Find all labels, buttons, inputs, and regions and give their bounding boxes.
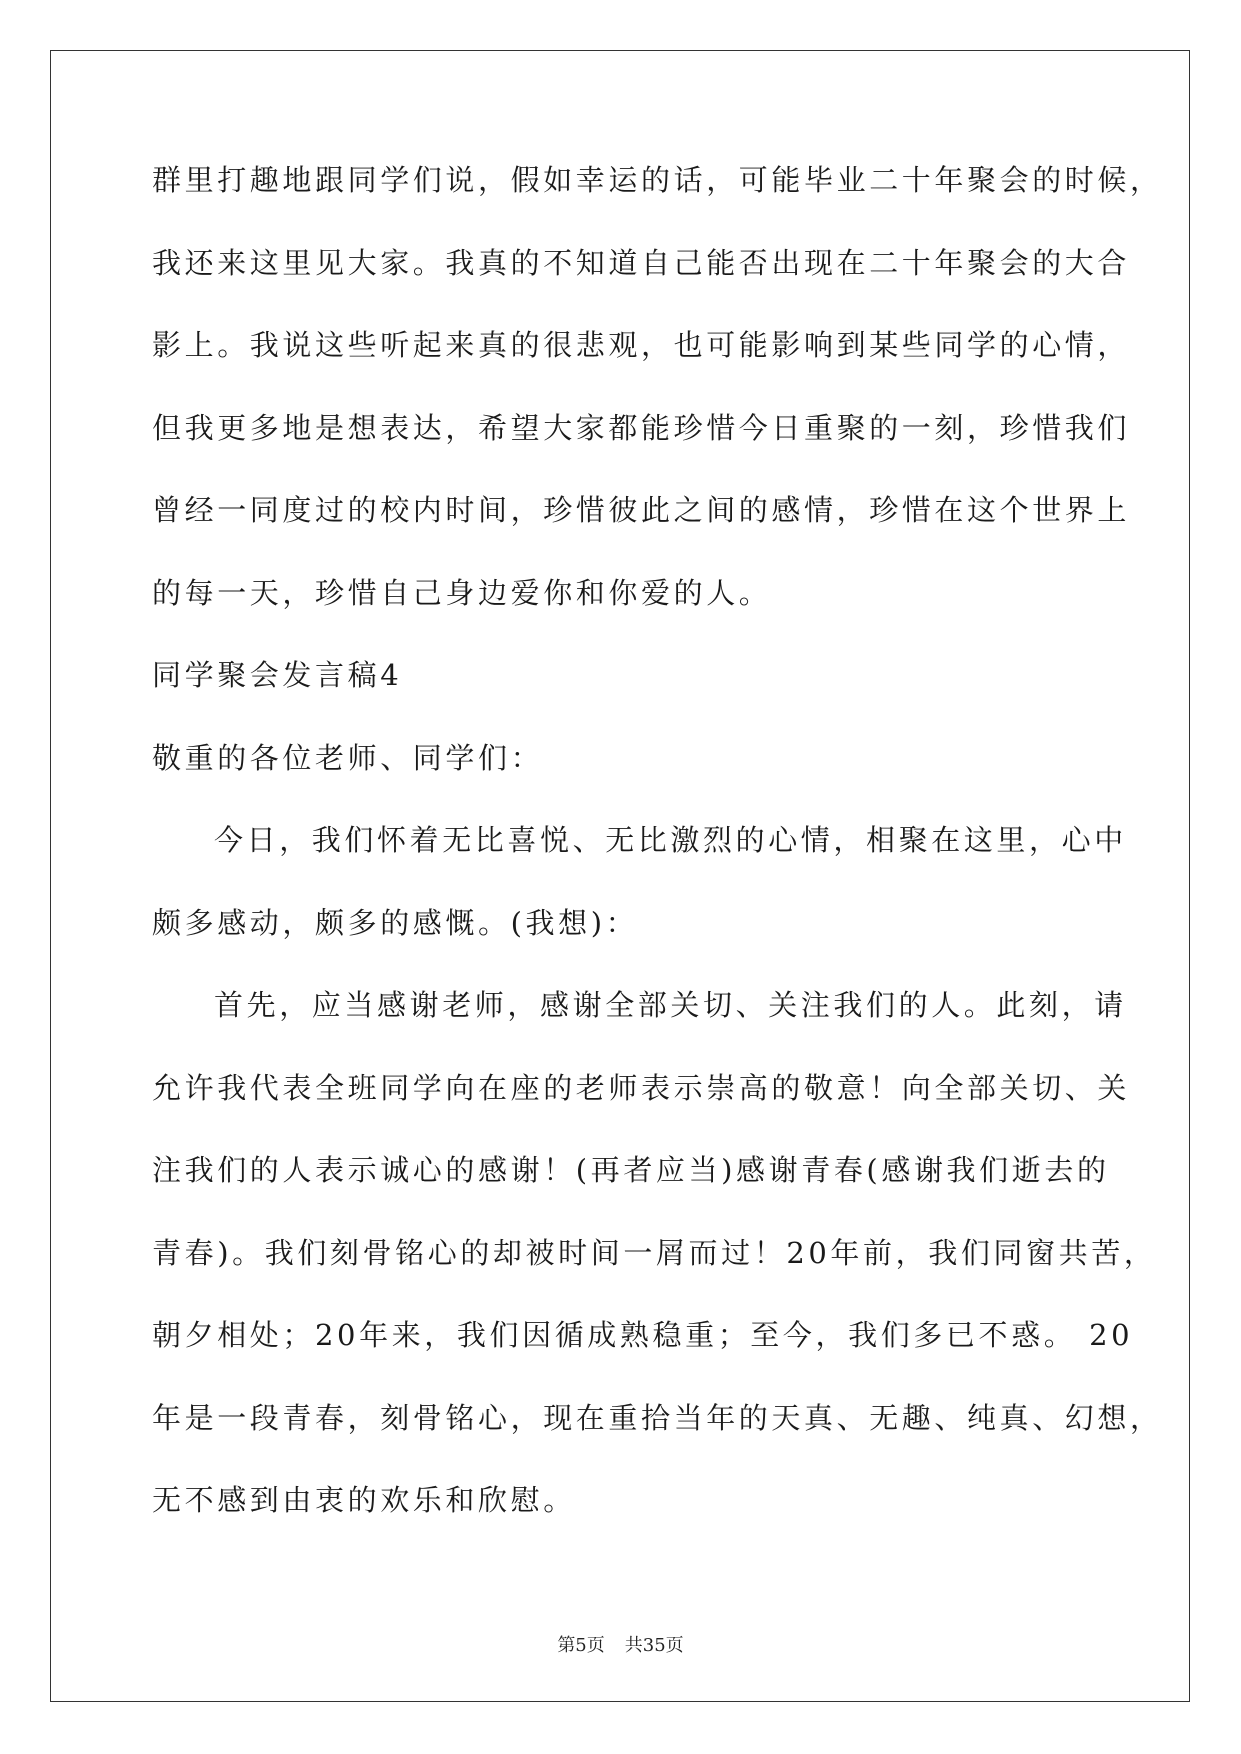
text-line: 无不感到由衷的欢乐和欣慰。 (152, 1483, 576, 1517)
page-number: 第5页 (557, 1635, 605, 1656)
text-line: 曾经一同度过的校内时间，珍惜彼此之间的感情，珍惜在这个世界上 (152, 493, 1131, 527)
text-line: 的每一天，珍惜自己身边爱你和你爱的人。 (152, 575, 772, 610)
text-line: 注我们的人表示诚心的感谢！(再者应当)感谢青春(感谢我们逝去的 (152, 1153, 1110, 1187)
text-line: 首先，应当感谢老师，感谢全部关切、关注我们的人。此刻，请 (214, 988, 1127, 1022)
page-footer (0, 1631, 1241, 1657)
text-line: 年是一段青春，刻骨铭心，现在重拾当年的天真、无趣、纯真、幻想， (152, 1400, 1163, 1435)
document-body (152, 155, 1163, 1558)
text-line: 我还来这里见大家。我真的不知道自己能否出现在二十年聚会的大合 (152, 245, 1131, 280)
text-line: 影上。我说这些听起来真的很悲观，也可能影响到某些同学的心情， (152, 328, 1131, 362)
page-total: 共35页 (624, 1635, 684, 1656)
text-line: 敬重的各位老师、同学们： (152, 740, 544, 775)
text-line: 青春)。我们刻骨铭心的却被时间一屑而过！20年前，我们同窗共苦， (152, 1235, 1157, 1270)
text-line: 允许我代表全班同学向在座的老师表示崇高的敬意！向全部关切、关 (152, 1070, 1131, 1105)
text-line: 今日，我们怀着无比喜悦、无比激烈的心情，相聚在这里，心中 (214, 823, 1127, 857)
text-line: 群里打趣地跟同学们说，假如幸运的话，可能毕业二十年聚会的时候， (152, 163, 1163, 197)
text-line: 同学聚会发言稿4 (152, 658, 403, 692)
text-line: 但我更多地是想表达，希望大家都能珍惜今日重聚的一刻，珍惜我们 (152, 410, 1131, 445)
text-line: 朝夕相处；20年来，我们因循成熟稳重；至今，我们多已不惑。 20 (152, 1318, 1134, 1352)
text-line: 颇多感动，颇多的感慨。(我想)： (152, 905, 639, 940)
